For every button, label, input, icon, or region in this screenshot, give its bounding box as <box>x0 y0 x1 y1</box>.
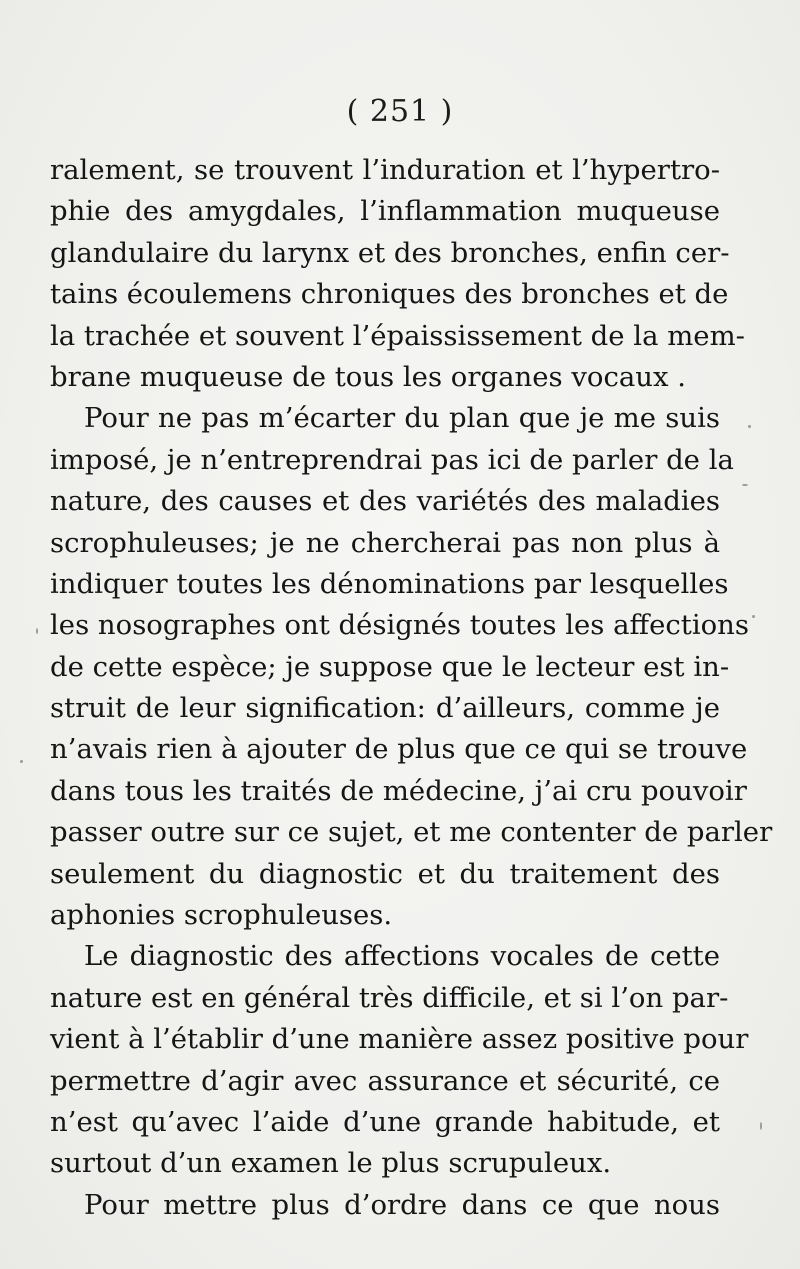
text-line: n’est qu’avec l’aide d’une grande habitude, et <box>50 1105 720 1138</box>
text-line: glandulaire du larynx et des bronches, enfin cer- <box>50 236 730 269</box>
text-line: de cette espèce; je suppose que le lecteur est in- <box>50 650 730 683</box>
page-number: ( 251 ) <box>346 94 454 129</box>
paper-speck <box>742 484 748 486</box>
text-line: nature, des causes et des variétés des maladies <box>50 485 720 518</box>
text-line: vient à l’établir d’une manière assez positive pour <box>50 1023 749 1056</box>
text-line: seulement du diagnostic et du traitement des <box>50 857 720 890</box>
text-line: phie des amygdales, l’inflammation muqueuse <box>50 195 720 228</box>
text-line: imposé, je n’entreprendrai pas ici de parler de la <box>50 443 734 476</box>
text-line: permettre d’agir avec assurance et sécurité, ce <box>50 1064 720 1097</box>
text-line: nature est en général très difficile, et si l’on par- <box>50 981 729 1014</box>
text-line: la trachée et souvent l’épaississement de la mem- <box>50 319 745 352</box>
paper-speck <box>36 628 38 634</box>
text-line: indiquer toutes les dénominations par lesquelles <box>50 567 729 600</box>
text-line: n’avais rien à ajouter de plus que ce qui se trouve <box>50 733 748 766</box>
text-line: Pour ne pas m’écarter du plan que je me suis <box>84 402 720 435</box>
text-line: ralement, se trouvent l’induration et l’hypertro- <box>50 154 720 186</box>
text-line: tains écoulemens chroniques des bronches et de <box>50 278 729 311</box>
text-line: surtout d’un examen le plus scrupuleux. <box>50 1147 612 1180</box>
text-line: les nosographes ont désignés toutes les affections <box>50 609 749 642</box>
text-line: brane muqueuse de tous les organes vocaux . <box>50 360 686 393</box>
text-line: aphonies scrophuleuses. <box>50 899 393 932</box>
text-line: scrophuleuses; je ne chercherai pas non plus à <box>50 526 720 559</box>
text-line: struit de leur signification: d’ailleurs, comme je <box>50 692 720 725</box>
paper-speck <box>20 760 23 763</box>
text-line: passer outre sur ce sujet, et me contenter de parler <box>50 816 773 849</box>
paper-speck <box>748 425 751 428</box>
page-text <box>50 150 773 1226</box>
text-line: Pour mettre plus d’ordre dans ce que nous <box>84 1188 720 1221</box>
text-line: Le diagnostic des affections vocales de cette <box>84 940 720 973</box>
text-line: dans tous les traités de médecine, j’ai cru pouvoir <box>50 774 747 807</box>
paper-speck <box>760 1122 762 1130</box>
paper-speck <box>752 615 755 618</box>
